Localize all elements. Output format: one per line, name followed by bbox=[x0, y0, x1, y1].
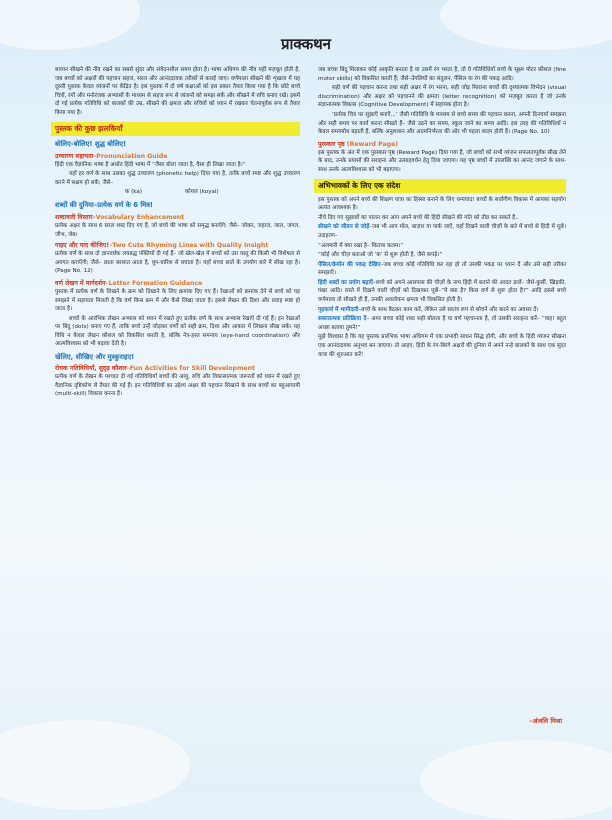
boli-heading: बोलिए-बोलिए! शुद्ध बोलिए! bbox=[55, 139, 127, 148]
cloud-decoration bbox=[0, 720, 190, 810]
parents-message-2: नीचे दिए गए सुझावों का पालन कर आप अपने बच्चे की हिंदी सीखने की गति को तीव्र कर सकते हैं.. bbox=[318, 214, 519, 221]
right-column bbox=[318, 66, 566, 360]
example-word: कोयल (koyal) bbox=[185, 189, 219, 196]
tip-hindi-words: हिंदी शब्दों का प्रयोग बढ़ाएँ–बच्चे को अपने आसपास की चीज़ों के नाम हिंदी में बताने की आदत डालें– जैसे-कुर्सी, खिड़की, पंखा आदि। रास्ते में दिखने वाली चीज़ों को दिखाकर पूछें–“ये क्या है? किस वर्ण से शुरू होता है?” आदि इससे बच्चे वर्णमाला तो सीखते ही हैं, उनकी अवलोकन क्षमता भी विकसित होती है। bbox=[318, 279, 566, 304]
intro-paragraph: बचपन सीखने की नींव रखने का सबसे सुंदर और संवेदनशील समय होता है। भाषा अधिगम की नींव यहीं मज़बूत होती है, जब बच्चों को अक्षरों की पहचान सहज, सरल और आनंददायक तरीकों से कराई जाए। वर्णमाला सीखने की शृंखला में यह दूसरी पुस्तक केवल व्यंजनों पर केंद्रित है। इस पुस्तक में दो वर्ष कक्षाओं को इस प्रकार तैयार किया गया है कि छोटे बच्चे चित्रों, रंगों और मनोरंजक अभ्यासों के माध्यम से सहज रूप से व्यंजनों को समझ सकें और सीखने में रुचि बनाए रखें। इसमें दो गई प्रत्येक गतिविधि को बालकों की उम्र, सीखने की क्षमता और रुचियों को ध्यान में रखकर चेतनापूर्वक रूप से तैयार किया गया है। bbox=[55, 67, 300, 116]
tip-positive-feedback: सकारात्मक प्रतिक्रिया दें– अगर बच्चा कोई शब्द सही बोलता है या वर्ण पहचानता है, तो उसकी सराहना करें– “वाह! बहुत अच्छा बताया तुमने!” bbox=[318, 316, 566, 331]
cloud-decoration bbox=[420, 740, 612, 820]
tip-example-2: “कोई और चीज़ बताओ जो ‘क’ से शुरू होती है, जैसे कपड़े।” bbox=[318, 252, 443, 259]
rhyming-text: प्रत्येक वर्ण के साथ दो ज्ञानवर्धक लयबद्ध पंक्तियाँ दी गई हैं– जो खेल-खेल में बच्चों को उस वस्तु की किसी भी विशेषता से अवगत कराएँगी; जैसे– छाता बरसात आता है, धूप-बारिश से बचाता है। यहाँ बच्चा छाते के उपयोग बारे में सीख रहा है। (Page No. 12) bbox=[55, 251, 300, 275]
activities-heading: रोचक गतिविधियाँ, सुदृढ़ कौशल–Fun Activities for Skill Development bbox=[55, 365, 255, 373]
tip-example-1: “अलमारी में क्या रखा है– किताब कलम।” bbox=[318, 242, 404, 249]
pronunciation-text: हिंदी एक वैज्ञानिक भाषा है अर्थात हिंदी भाषा में “जैसा बोला जाता है, वैसा ही लिखा जाता है।” bbox=[55, 161, 246, 168]
letter-formation-text-2: बच्चों के आरंभिक लेखन अभ्यास को ध्यान में रखते हुए प्रत्येक वर्ण के साथ अभ्यास रेखाएँ दी गई हैं। इन रेखाओं पर बिंदु (dots) बनाए गए हैं, ताकि बच्चे उन्हें जोड़कर वर्णों को सही क्रम, दिशा और आकार में लिखना सीख सकें। यह विधि न केवल लेखन कौशल को विकसित करती है, बल्कि नेत्र-हस्त समन्वय (eye-hand coordination) और आत्मविश्वास को भी बढ़ावा देती है। bbox=[55, 315, 300, 348]
words-world-heading: शब्दों की दुनिया–प्रत्येक वर्ण के 6 मित्र! bbox=[55, 200, 153, 209]
rhyming-heading: गाइए और याद कीजिए!–Two Cute Rhyming Lines with Quality Insight bbox=[55, 242, 269, 250]
example-letter: क (ka) bbox=[125, 189, 143, 196]
pronunciation-example bbox=[125, 188, 300, 197]
tip-pencil-grip: पेंसिल/क्रेयॉन की पकड़ देखिए–जब बच्चा कोई गतिविधि कर रहा हो तो उसकी पकड़ पर ध्यान दें और उसे सही तरीका समझाएँ। bbox=[318, 261, 567, 277]
fine-motor-paragraph: जब बच्चा बिंदु मिलाकर कोई आकृति बनाता है या उसमें रंग भरता है, तो ये गतिविधियाँ बच्चे के सूक्ष्म मोटर कौशल (fine motor skills) को विकसित करती हैं; जैसे–उँगलियों का संतुलन, पेंसिल या रंग की पकड़ आदि। bbox=[318, 67, 566, 82]
time-activity-paragraph: ‘प्रत्येक चित्र पर सुझाएँ बनाएँ...’ जैसी गतिविधि के माध्यम से बच्चे समय की पहचान करना, अपनी दिनचर्या समझना और सही समय पर कार्य करना सीखते हैं– जैसे उठने का समय, स्कूल जाने का समय आदि। इस तरह की गतिविधियाँ न केवल समयबोध बढ़ाती हैं, बल्कि अनुशासन और आत्मनिर्भरता की ओर भी पहला कदम होती हैं। (Page No. 10) bbox=[318, 111, 566, 136]
vocabulary-text: प्रत्येक अक्षर के साथ 6 सरल शब्द दिए गए हैं, जो बच्चे की भाषा को समृद्ध बनाएँगे; जैसे– जोकर, जहाज, जाल, जंगल, जीभ, जेब। bbox=[55, 222, 300, 238]
parents-message-1: इस पुस्तक को अपने बच्चे की शिक्षण यात्रा का हिस्सा बनाने के लिए धन्यवाद! बच्चों के सर्वांगीण विकास में आपका सहयोग अत्यंत आवश्यक है। bbox=[318, 196, 566, 212]
play-learn-heading: खेलिए, सीखिए और मुस्कुराइए! bbox=[55, 353, 135, 362]
vocabulary-heading: शब्दावली विस्तार–Vocabulary Enhancement bbox=[55, 213, 185, 221]
visual-discrimination-paragraph: सही वर्ण की पहचान करना तथा सही अक्षर में रंग भरना, सही जोड़ मिलाना बच्चों की दृश्यात्मक विभेदन (visual discrimination) और अक्षर को पहचानने की क्षमता (letter recognition) को मज़बूत करता है जो उनके संज्ञानात्मक विकास (Cognitive Development) में सहायक होता है। bbox=[318, 85, 566, 109]
pronunciation-text-2: यहाँ हर वर्ण के साथ उसका शुद्ध उच्चारण (phonetic help) दिया गया है, ताकि बच्चे स्पष्ट और शुद्ध उच्चारण करने में सक्षम हो सकें; जैसे– bbox=[55, 171, 300, 186]
letter-formation-heading: वर्ण लेखन में मार्गदर्शन–Letter Formation Guidance bbox=[55, 279, 203, 287]
section-heading-parents: अभिभावकों के लिए एक संदेश bbox=[314, 179, 566, 193]
section-heading-highlights: पुस्तक की कुछ झलकियाँ bbox=[51, 122, 300, 136]
tip-connect-life: सीखने को जीवन से जोड़ें–जब भी आप मॉल, बाज़ार या पार्क जाएँ, वहाँ दिखने वाली चीज़ों के बारे में बच्चे से हिंदी में पूछें। उदाहरण– bbox=[318, 224, 566, 239]
author-signature: –अंजलि मिश्रा bbox=[529, 717, 562, 725]
reward-page-text: इस पुस्तक के अंत में एक पुरस्कार पृष्ठ (Reward Page) दिया गया है, जो बच्चों को सभी व्यंजन सफलतापूर्वक सीख लेने के बाद, उनके प्रयासों की सराहना और उत्साहवर्धन हेतु दिया जाएगा। यह पृष्ठ बच्चों में उपलब्धि का आनंद जगाने के साथ-साथ उनके आत्मविश्वास को भी बढ़ाएगा। bbox=[318, 149, 566, 173]
pronunciation-heading: उच्चारण सहायता–Pronunciation Guide bbox=[55, 152, 168, 160]
activities-text: प्रत्येक वर्ण के लेखन के पश्चात दी गई गतिविधियाँ बच्चों की आयु, रुचि और विकासात्मक जरूरतों को ध्यान में रखते हुए वैज्ञानिक दृष्टिकोण से तैयार की गई हैं। इन गतिविधियों का उद्देश्य अक्षर की पहचान सिखाने के साथ बच्चों का बहुआयामी (multi-skill) विकास करना है। bbox=[55, 374, 300, 398]
page-title: प्राक्कथन bbox=[280, 35, 332, 53]
tip-homework: गृहकार्य में भागीदारी–बच्चे के साथ बैठकर काम करें, लेकिन उसे स्वतंत्र रूप से सोचने और करने का अवसर दें। bbox=[318, 306, 539, 313]
reward-page-heading: पुरस्कार पृष्ठ (Reward Page) bbox=[318, 140, 399, 148]
left-column bbox=[55, 66, 300, 400]
closing-paragraph: मुझे विश्वास है कि यह पुस्तक प्रारंभिक भाषा अधिगम में एक प्रभावी साधन सिद्ध होगी, और बच्चे के हिंदी व्यंजन सीखना एक आनंददायक अनुभव बन जाएगा। तो आइए, हिंदी के रंग-बिरंगे अक्षरों की दुनिया में अपने नन्हे बालकों के साथ एक सुंदर यात्रा की शुरुआत करें! bbox=[318, 334, 566, 358]
letter-formation-text: पुस्तक में प्रत्येक वर्ण के लिखने के क्रम को दिखाने के लिए क्रमांक दिए गए हैं। रेखाओं को क्रमांक देने से बच्चे को यह समझने में सहायता मिलती है कि वर्ण किस क्रम में और कैसे लिखा जाता है। इससे लेखन की दिशा और प्रवाह स्पष्ट हो जाता है। bbox=[55, 288, 300, 313]
